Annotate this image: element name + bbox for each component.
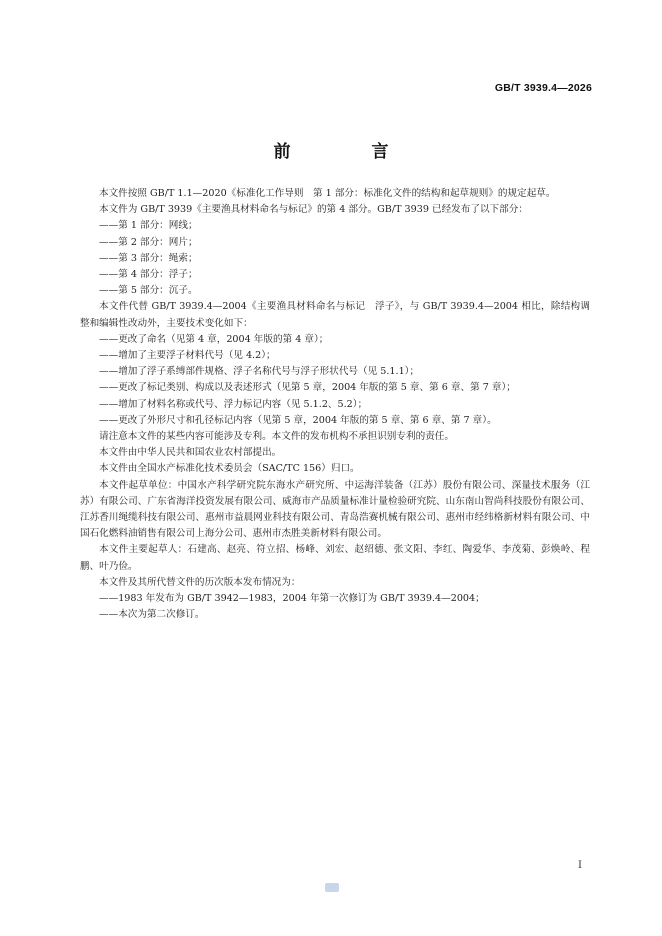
paragraph-proposer: 本文件由中华人民共和国农业农村部提出。 xyxy=(99,447,282,459)
paragraph-committee: 本文件由全国水产标准化技术委员会（SAC/TC 156）归口。 xyxy=(99,463,360,475)
list-item: ——增加了主要浮子材料代号（见 4.2）； xyxy=(99,350,276,362)
paragraph-replacement: 本文件代替 GB/T 3939.4—2004《主要渔具材料命名与标记 浮子》，与 GB/T 3939.4—2004 相比，除结构调整和编辑性改动外，主要技术变化如下： xyxy=(80,301,590,329)
list-item: ——1983 年发布为 GB/T 3942—1983，2004 年第一次修订为 GB/T 3939.4—2004； xyxy=(99,593,485,605)
paragraph-drafters: 本文件主要起草人：石建高、赵亮、符立招、杨峰、刘宏、赵绍德、张文阳、李红、陶爱华、李茂菊、彭焕岭、程鹏、叶乃俭。 xyxy=(80,544,590,572)
standard-code: GB/T 3939.4—2026 xyxy=(494,82,592,94)
list-item: ——第 4 部分：浮子； xyxy=(99,269,198,281)
list-item: ——更改了外形尺寸和孔径标记内容（见第 5 章，2004 年版的第 5 章、第 6 章、第 7 章）。 xyxy=(99,414,497,426)
document-body xyxy=(80,186,590,623)
paragraph-patent-notice: 请注意本文件的某些内容可能涉及专利。本文件的发布机构不承担识别专利的责任。 xyxy=(99,431,454,443)
list-item: ——增加了材料名称或代号、浮力标记内容（见 5.1.2、5.2）； xyxy=(99,398,368,410)
list-item: ——第 1 部分：网线； xyxy=(99,220,198,232)
paragraph-history: 本文件及其所代替文件的历次版本发布情况为： xyxy=(99,576,301,588)
list-item: ——本次为第二次修订。 xyxy=(99,609,205,621)
page-title: 前 言 xyxy=(273,142,421,162)
list-item: ——增加了浮子系缚部件规格、浮子名称代号与浮子形状代号（见 5.1.1）； xyxy=(99,366,420,378)
paragraph-drafting-units: 本文件起草单位：中国水产科学研究院东海水产研究所、中运海洋装备（江苏）股份有限公司、深量技术服务（江苏）有限公司、广东省海洋投资发展有限公司、威海市产品质量标准计量检验研究院、山东南山智尚科技股份有限公司、江苏香川绳缆科技有限公司、惠州市益晨网业科技有限公司、青岛浩赛机械有限公司、惠州市经纬格新材料有限公司、中国石化燃料油销售有限公司上海分公司、惠州市杰胜美新材料有限公司。 xyxy=(80,479,590,540)
list-item: ——第 5 部分：沉子。 xyxy=(99,285,198,297)
paragraph-drafting-rules: 本文件按照 GB/T 1.1—2020《标准化工作导则 第 1 部分：标准化文件的结构和起草规则》的规定起草。 xyxy=(99,188,556,199)
list-item: ——第 2 部分：网片； xyxy=(99,236,198,248)
page-number: I xyxy=(578,860,582,871)
list-item: ——第 3 部分：绳索； xyxy=(99,252,198,264)
publisher-logo-icon xyxy=(325,883,339,892)
list-item: ——更改了命名（见第 4 章，2004 年版的第 4 章）； xyxy=(99,333,329,345)
list-item: ——更改了标记类别、构成以及表述形式（见第 5 章，2004 年版的第 5 章、第 6 章、第 7 章）； xyxy=(99,382,516,394)
paragraph-series-intro: 本文件为 GB/T 3939《主要渔具材料命名与标记》的第 4 部分。GB/T 3939 已经发布了以下部分： xyxy=(99,204,528,216)
